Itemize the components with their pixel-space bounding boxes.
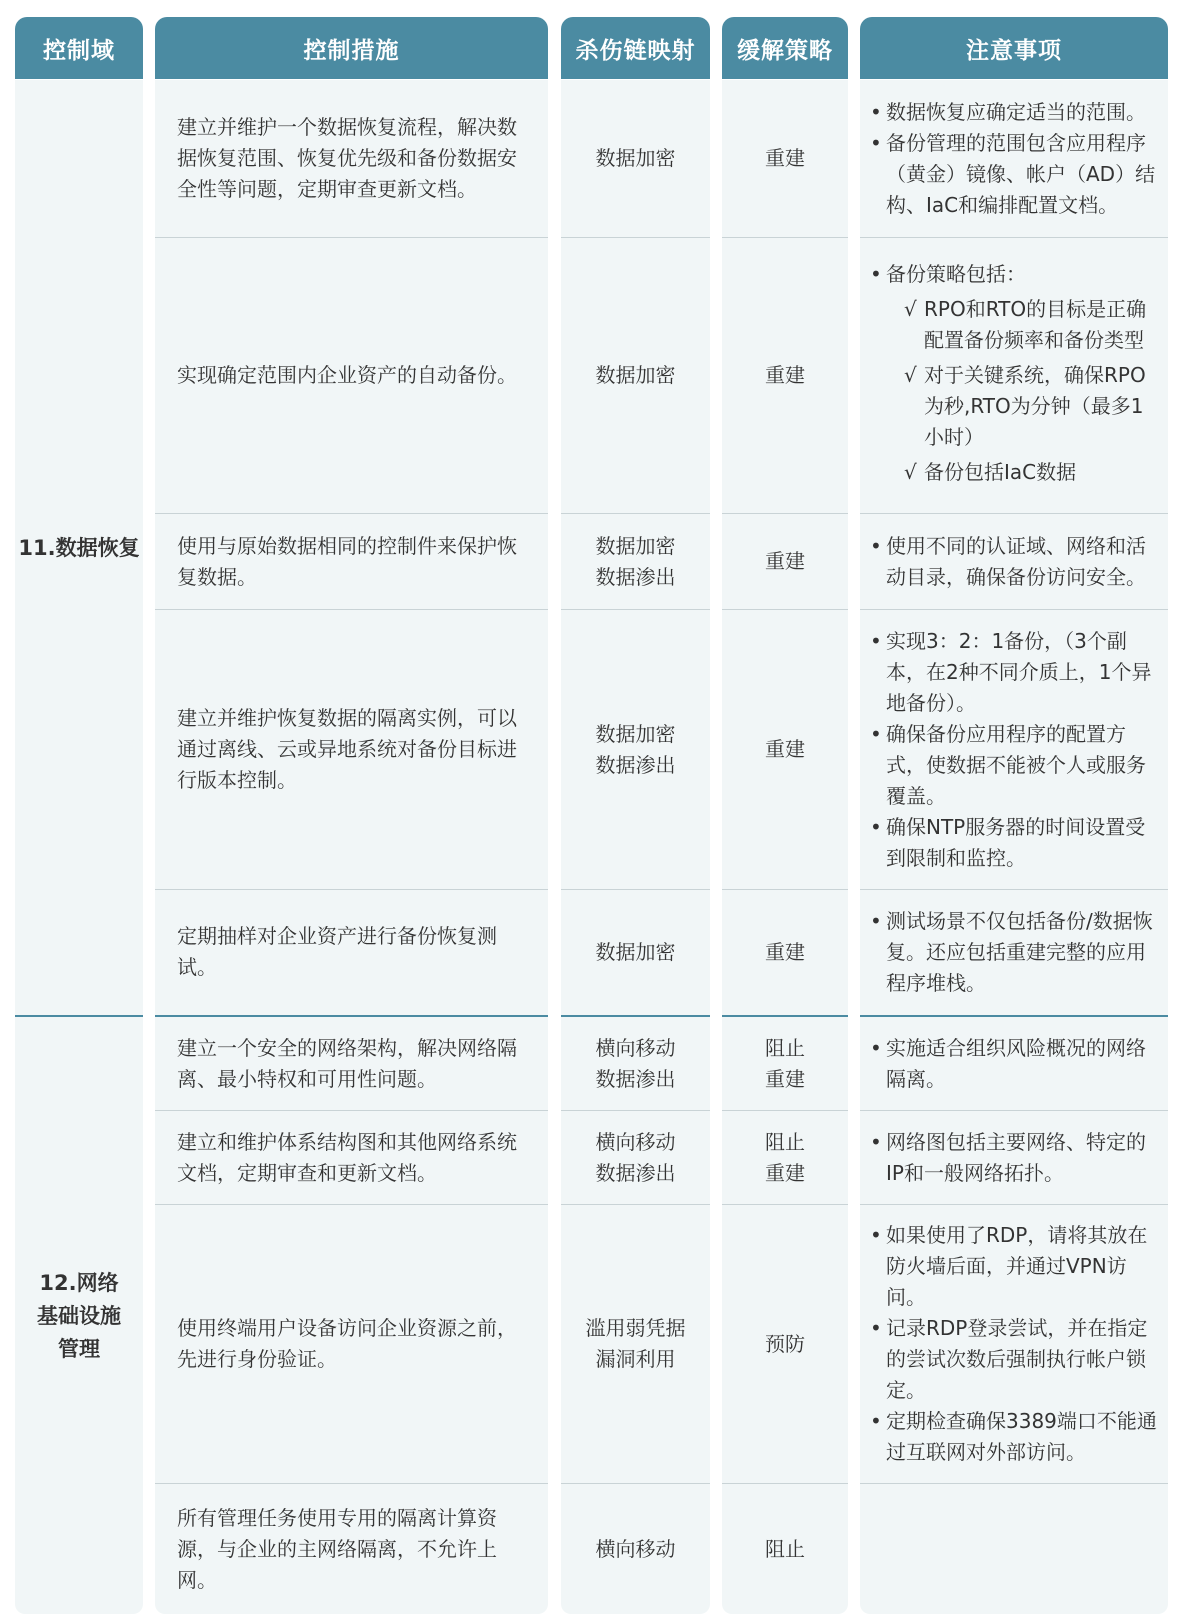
row-mitigation — [722, 1484, 848, 1614]
note-text: 实现3：2：1备份，（3个副本，在2种不同介质上，1个异地备份）。 — [886, 628, 1152, 715]
note-item — [870, 259, 1162, 488]
note-subitem: √ 对于关键系统，确保RPO为秒,RTO为分钟（最多1小时） — [886, 360, 1162, 453]
row-mitigation — [722, 1017, 848, 1110]
row-measure — [155, 610, 548, 889]
note-item — [870, 626, 1162, 719]
measure-text: 使用终端用户设备访问企业资源之前，先进行身份验证。 — [177, 1316, 517, 1371]
measure-text: 建立并维护一个数据恢复流程，解决数据恢复范围、恢复优先级和备份数据安全性等问题，定期审查更新文档。 — [177, 115, 517, 201]
killchain-item: 数据渗出 — [595, 564, 676, 589]
row-killchain — [561, 238, 710, 513]
notes-list — [870, 531, 1162, 593]
note-text: 网络图包括主要网络、特定的IP和一般网络拓扑。 — [886, 1129, 1146, 1185]
row-killchain — [561, 514, 710, 609]
row-mitigation — [722, 610, 848, 889]
mitigation-item: 重建 — [765, 549, 805, 573]
note-item — [870, 531, 1162, 593]
row-mitigation — [722, 1205, 848, 1483]
note-text: 使用不同的认证域、网络和活动目录，确保备份访问安全。 — [886, 533, 1146, 589]
killchain-item: 数据加密 — [595, 363, 676, 387]
note-text: 记录RDP登录尝试，并在指定的尝试次数后强制执行帐户锁定。 — [886, 1316, 1148, 1402]
section-separator — [15, 1015, 143, 1017]
note-subitem: √ RPO和RTO的目标是正确配置备份频率和备份类型 — [886, 294, 1162, 356]
row-measure — [155, 1484, 548, 1614]
measure-text: 实现确定范围内企业资产的自动备份。 — [177, 363, 517, 387]
row-notes — [860, 610, 1168, 889]
header-domain: 控制域 — [15, 17, 143, 79]
row-notes — [860, 1484, 1168, 1614]
row-notes — [860, 514, 1168, 609]
row-measure — [155, 238, 548, 513]
measure-text: 建立和维护体系结构图和其他网络系统文档，定期审查和更新文档。 — [177, 1129, 517, 1185]
note-item — [870, 812, 1162, 874]
row-measure — [155, 1017, 548, 1110]
header-killchain: 杀伤链映射 — [561, 17, 710, 79]
mitigation-item: 重建 — [765, 1160, 805, 1185]
killchain-item: 数据加密 — [595, 533, 676, 558]
row-mitigation — [722, 1111, 848, 1204]
row-killchain — [561, 610, 710, 889]
notes-list — [870, 259, 1162, 492]
killchain-item: 数据加密 — [595, 721, 676, 746]
killchain-item: 横向移动 — [595, 1536, 676, 1561]
mitigation-item: 重建 — [765, 363, 805, 387]
mitigation-item: 预防 — [765, 1331, 805, 1356]
measure-text: 定期抽样对企业资产进行备份恢复测试。 — [177, 924, 497, 979]
killchain-item: 横向移动 — [595, 1129, 676, 1154]
header-mitigation: 缓解策略 — [722, 17, 848, 79]
note-text: 备份策略包括： — [886, 262, 1026, 286]
row-mitigation — [722, 514, 848, 609]
measure-text: 建立一个安全的网络架构，解决网络隔离、最小特权和可用性问题。 — [177, 1035, 517, 1091]
row-mitigation — [722, 890, 848, 1014]
note-item — [870, 1313, 1162, 1406]
note-item — [870, 1127, 1162, 1189]
row-notes — [860, 1111, 1168, 1204]
domain-label: 11.数据恢复 — [18, 535, 140, 560]
note-item — [870, 1220, 1162, 1313]
notes-list — [870, 1127, 1162, 1189]
row-killchain — [561, 1111, 710, 1204]
notes-list — [870, 626, 1162, 874]
row-killchain — [561, 1484, 710, 1614]
killchain-item: 数据加密 — [595, 146, 676, 170]
domain-data-recovery — [15, 80, 143, 1016]
note-text: 定期检查确保3389端口不能通过互联网对外部访问。 — [886, 1409, 1157, 1464]
row-notes — [860, 890, 1168, 1014]
note-item — [870, 1406, 1162, 1468]
note-subitem: √ 备份包括IaC数据 — [886, 457, 1162, 488]
row-notes — [860, 238, 1168, 513]
note-text: 备份管理的范围包含应用程序（黄金）镜像、帐户（AD）结构、IaC和编排配置文档。 — [886, 130, 1156, 217]
note-item — [870, 906, 1162, 999]
domain-network-infrastructure — [15, 1018, 143, 1614]
notes-list — [870, 97, 1162, 221]
row-measure — [155, 1205, 548, 1483]
row-measure — [155, 80, 548, 237]
mitigation-item: 阻止 — [765, 1035, 805, 1060]
mitigation-item: 重建 — [765, 939, 805, 964]
measure-text: 所有管理任务使用专用的隔离计算资源，与企业的主网络隔离，不允许上网。 — [177, 1505, 497, 1592]
note-text: 数据恢复应确定适当的范围。 — [886, 99, 1146, 124]
killchain-item: 数据渗出 — [595, 1066, 676, 1091]
mitigation-item: 重建 — [765, 737, 805, 761]
killchain-item: 横向移动 — [595, 1035, 676, 1060]
measure-text: 建立并维护恢复数据的隔离实例，可以通过离线、云或异地系统对备份目标进行版本控制。 — [177, 706, 517, 792]
row-killchain — [561, 890, 710, 1014]
row-killchain — [561, 1017, 710, 1110]
row-notes — [860, 1017, 1168, 1110]
note-item — [870, 719, 1162, 812]
header-measure: 控制措施 — [155, 17, 548, 79]
notes-list — [870, 906, 1162, 999]
note-text: 如果使用了RDP，请将其放在防火墙后面，并通过VPN访问。 — [886, 1223, 1148, 1309]
row-measure — [155, 514, 548, 609]
killchain-item: 漏洞利用 — [595, 1347, 676, 1371]
header-notes: 注意事项 — [860, 17, 1168, 79]
note-item — [870, 97, 1162, 128]
measure-text: 使用与原始数据相同的控制件来保护恢复数据。 — [177, 533, 517, 589]
mitigation-item: 阻止 — [765, 1536, 805, 1561]
mitigation-item: 重建 — [765, 1066, 805, 1091]
notes-list — [870, 1220, 1162, 1468]
row-measure — [155, 1111, 548, 1204]
row-killchain — [561, 80, 710, 237]
row-notes — [860, 80, 1168, 237]
domain-label: 12.网络基础设施管理 — [37, 1270, 121, 1361]
note-text: 实施适合组织风险概况的网络隔离。 — [886, 1035, 1146, 1091]
mitigation-item: 重建 — [765, 146, 805, 170]
row-mitigation — [722, 238, 848, 513]
killchain-item: 数据渗出 — [595, 1160, 676, 1185]
note-sublist — [886, 294, 1162, 488]
row-mitigation — [722, 80, 848, 237]
note-text: 测试场景不仅包括备份/数据恢复。还应包括重建完整的应用程序堆栈。 — [886, 908, 1153, 995]
mitigation-item: 阻止 — [765, 1129, 805, 1154]
row-killchain — [561, 1205, 710, 1483]
note-text: 确保备份应用程序的配置方式，使数据不能被个人或服务覆盖。 — [886, 721, 1146, 808]
killchain-item: 数据渗出 — [595, 752, 676, 777]
note-item — [870, 128, 1162, 221]
notes-list — [870, 1033, 1162, 1095]
killchain-item: 数据加密 — [595, 939, 676, 964]
killchain-item: 滥用弱凭据 — [585, 1316, 686, 1340]
row-measure — [155, 890, 548, 1014]
note-item — [870, 1033, 1162, 1095]
note-text: 确保NTP服务器的时间设置受到限制和监控。 — [886, 814, 1146, 870]
row-notes — [860, 1205, 1168, 1483]
